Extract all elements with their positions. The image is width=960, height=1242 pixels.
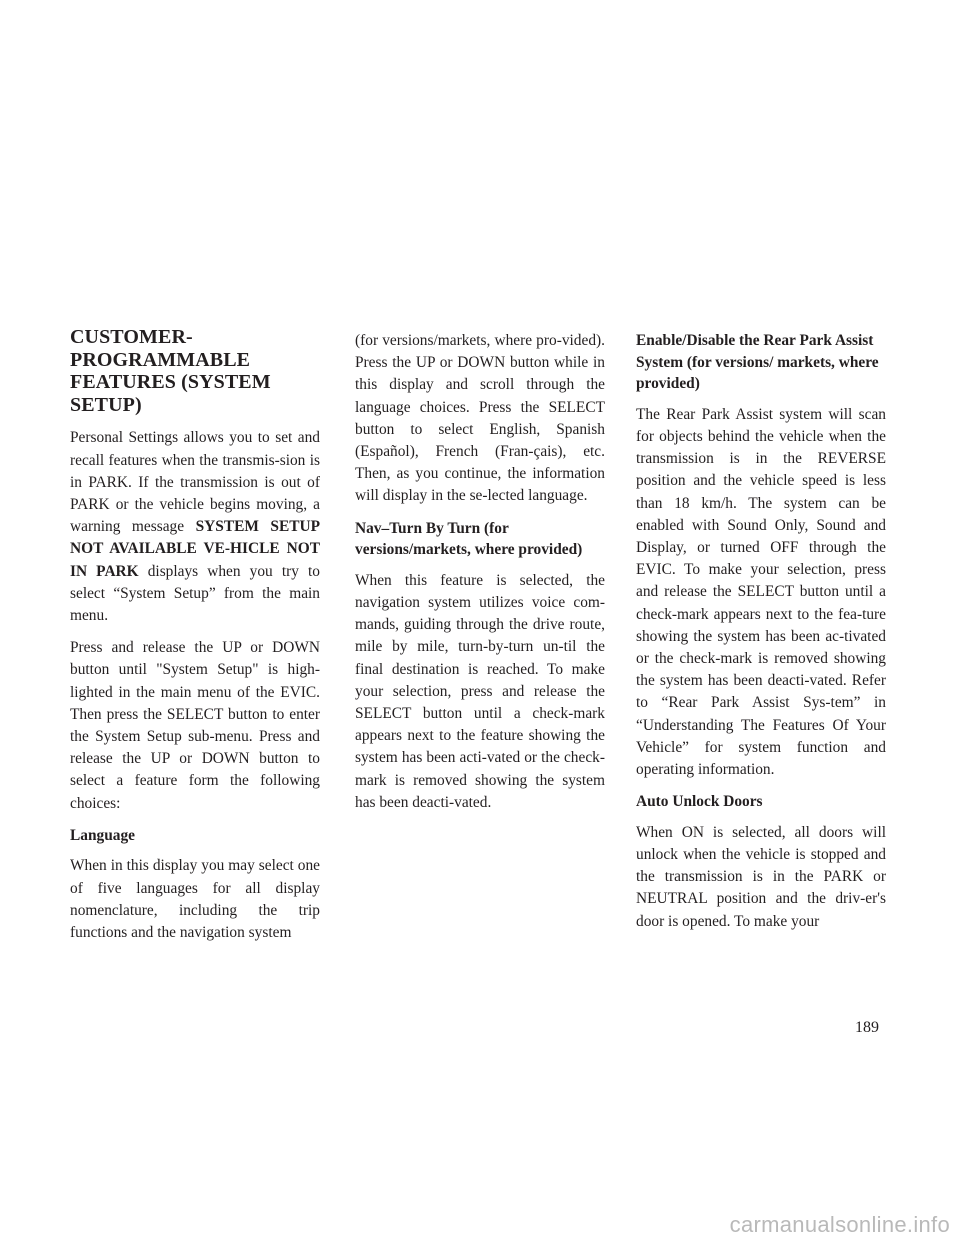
rear-park-assist-paragraph: The Rear Park Assist system will scan for objects behind the vehicle when the transmission is in the REVERSE position and the vehicle speed is less than 18 km/h. The system can be enabled with Sound Only, Sound and Display, or turned OFF through the EVIC. To make your selection, press and release the SELECT button until a check-mark appears next to the fea-ture showing the system has been ac-tivated or the check-mark is removed showing the system has been deacti-vated. Refer to “Rear Park Assist Sys-tem” in “Understanding The Features Of Your Vehicle” for system function and operating information. [636, 405, 886, 779]
watermark: carmanualsonline.info [729, 1212, 950, 1237]
language-heading: Language [70, 826, 135, 844]
system-setup-paragraph: Press and release the UP or DOWN button until "System Setup" is high-lighted in the main menu of the EVIC. Then press the SELECT button to enter the System Setup sub-menu. Press and release the UP or DOWN button to select a feature form the following choices: [70, 639, 320, 812]
nav-heading-close: ) [577, 541, 583, 559]
nav-heading-text: Nav–Turn By Turn (for versions/markets, where provided [355, 519, 578, 559]
page-number: 189 [855, 1019, 879, 1036]
rear-park-heading-text: Enable/Disable the Rear Park Assist System (for versions/ markets, where provided [636, 332, 879, 393]
intro-text-start: Personal Settings allows you to set and recall features when the transmis-sion is in PARK. If the transmission is out of PARK or the vehicle begins moving, a warning message [70, 429, 320, 536]
section-title-text: CUSTOMER-PROGRAMMABLE FEATURES (SYSTEM SETUP) [70, 326, 271, 416]
auto-unlock-heading: Auto Unlock Doors [636, 793, 763, 811]
intro-text-end: displays when you try to select “System Setup” from the main menu. [70, 562, 320, 624]
language-paragraph: When in this display you may select one of five languages for all display nomenclature, including the trip functions and the navigation system [70, 857, 320, 942]
nav-turn-by-turn-paragraph: When this feature is selected, the navigation system utilizes voice com-mands, guiding through the drive route, mile by mile, turn-by-turn un-til the final destination is reached. To make your selection, press and release the SELECT button until a check-mark appears next to the feature showing the system has been acti-vated or the check-mark is removed showing the system has been deacti-vated. [355, 571, 605, 811]
middle-column [355, 330, 605, 824]
section-title [70, 326, 320, 416]
nav-turn-by-turn-heading [355, 518, 605, 561]
intro-paragraph [70, 427, 320, 627]
right-column [636, 330, 886, 943]
language-continued-paragraph: (for versions/markets, where pro-vided). Press the UP or DOWN button while in this display and scroll through the language choices. Press the SELECT button to select English, Spanish (Español), French (Fran-çais), etc. Then, as you continue, the information will display in the se-lected language. [355, 332, 605, 505]
rear-park-assist-heading [636, 330, 886, 395]
rear-park-heading-close: ) [694, 375, 700, 393]
warning-message: SYSTEM SETUP NOT AVAILABLE VE-HICLE NOT IN PARK [70, 518, 320, 580]
auto-unlock-paragraph: When ON is selected, all doors will unlock when the vehicle is stopped and the transmission is in the PARK or NEUTRAL position and the driv-er's door is opened. To make your [636, 823, 886, 930]
left-column [70, 326, 320, 954]
